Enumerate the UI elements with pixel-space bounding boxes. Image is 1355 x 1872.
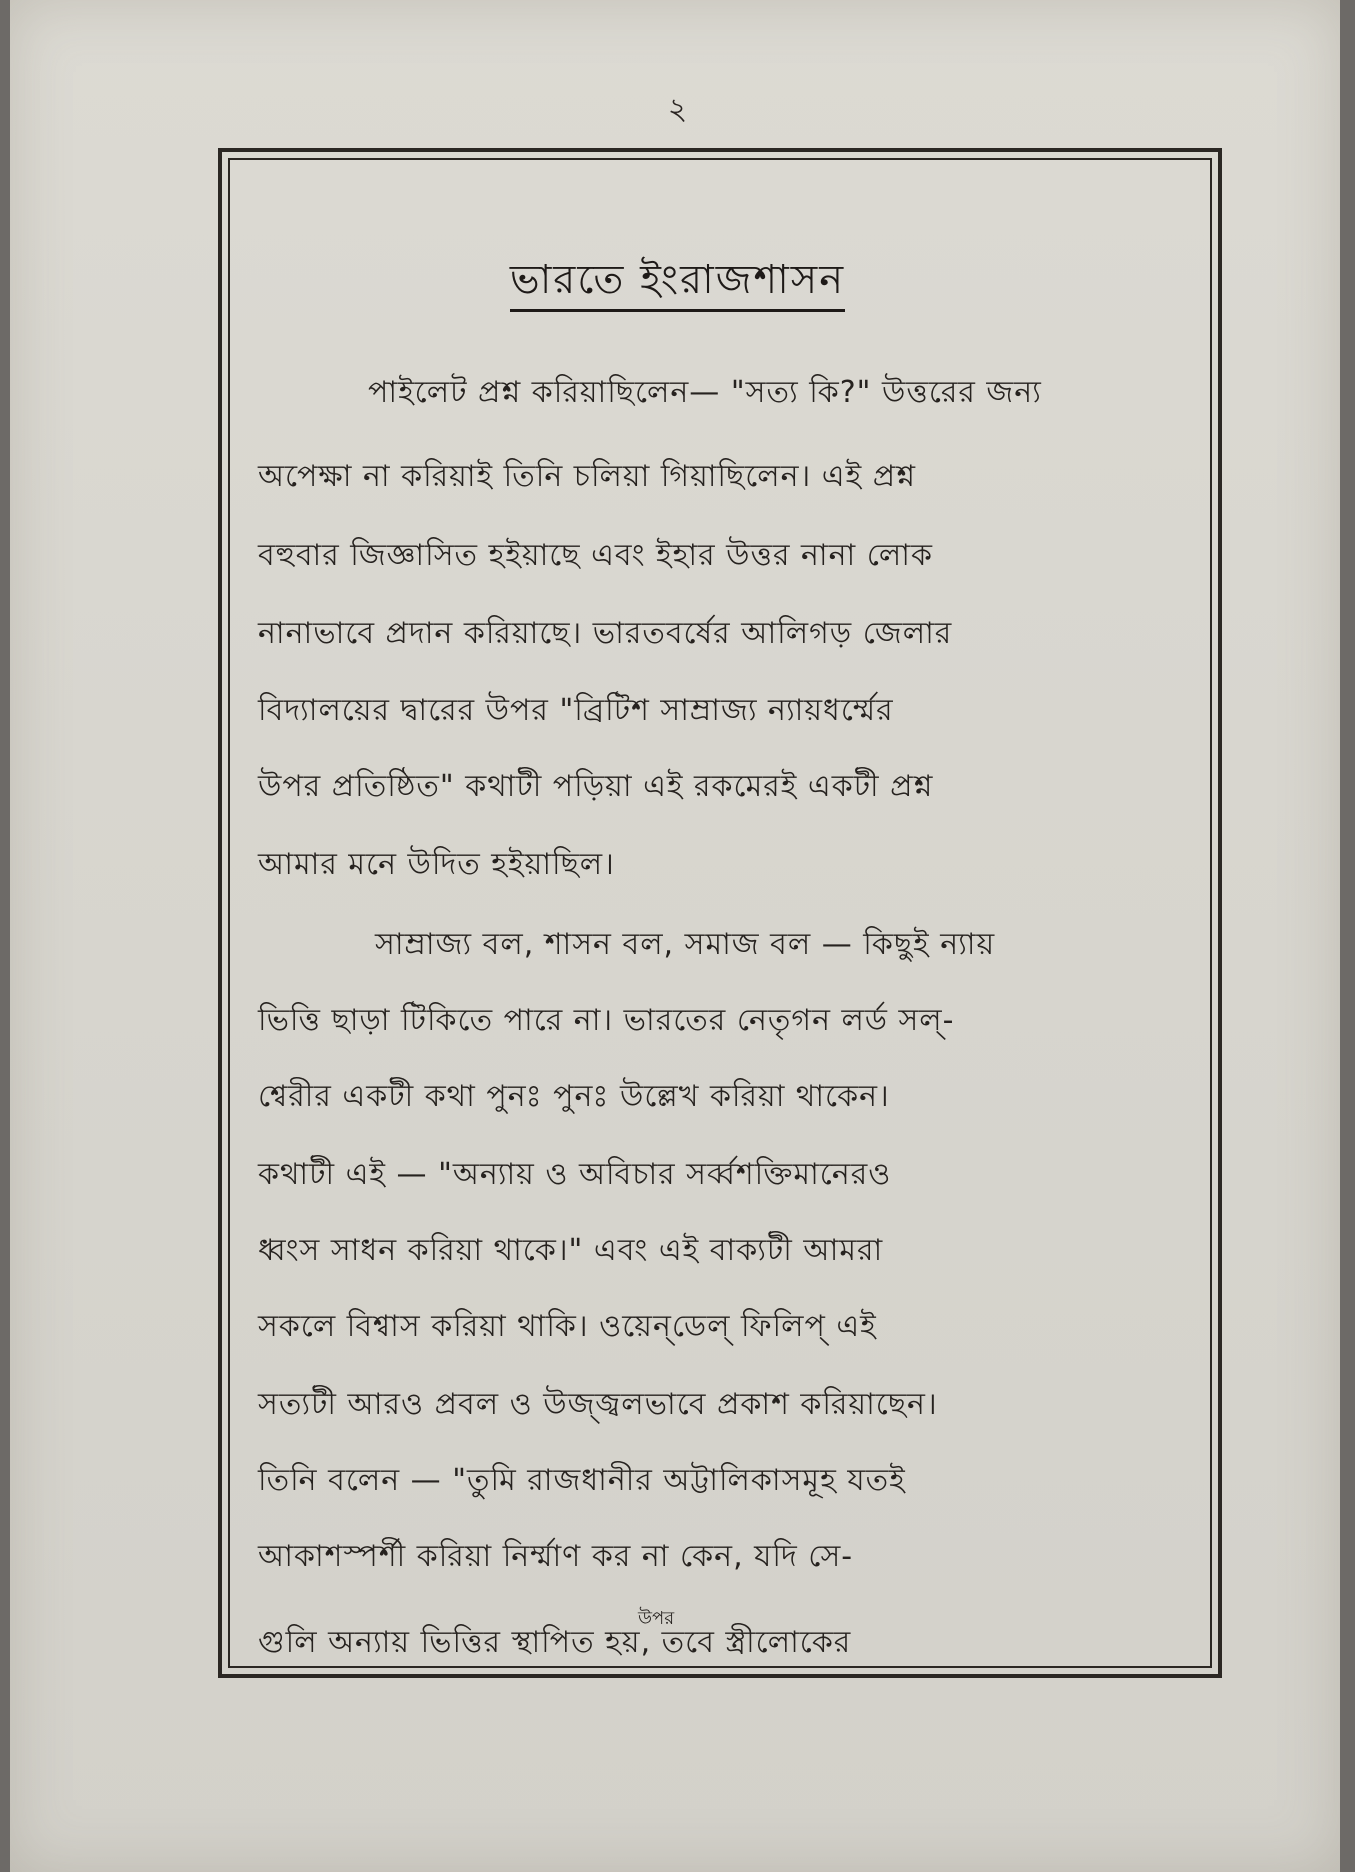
text-line-17: গুলি অন্যায় ভিত্তির স্থাপিত হয়, তবে স্ত্রীলোকের [258,1625,852,1660]
insertion-note: উপর [638,1608,675,1629]
text-line-8: সাম্রাজ্য বল, শাসন বল, সমাজ বল — কিছুই ন্যায় [375,927,996,962]
text-line-2: অপেক্ষা না করিয়াই তিনি চলিয়া গিয়াছিলেন। এই প্রশ্ন [258,459,917,494]
text-line-10: শ্বেরীর একটী কথা পুনঃ পুনঃ উল্লেখ করিয়া থাকেন। [258,1079,890,1114]
text-line-6: উপর প্রতিষ্ঠিত" কথাটী পড়িয়া এই রকমেরই একটী প্রশ্ন [258,769,934,804]
text-line-3: বহুবার জিজ্ঞাসিত হইয়াছে এবং ইহার উত্তর নানা লোক [258,538,933,573]
text-line-4: নানাভাবে প্রদান করিয়াছে। ভারতবর্ষের আলিগড় জেলার [258,616,953,651]
text-line-1: পাইলেট প্রশ্ন করিয়াছিলেন— "সত্য কি?" উত্তরের জন্য [368,375,1042,410]
text-line-9: ভিত্তি ছাড়া টিকিতে পারে না। ভারতের নেতৃগন লর্ড সল্‌- [258,1003,955,1038]
text-line-13: সকলে বিশ্বাস করিয়া থাকি। ওয়েন্‌ডেল্‌ ফিলিপ্‌ এই [258,1309,877,1344]
page-title [0,248,1355,315]
page-number: ২ [667,92,688,127]
text-line-11: কথাটী এই — "অন্যায় ও অবিচার সর্ব্বশক্তিমানেরও [258,1157,892,1192]
text-line-15: তিনি বলেন — "তুমি রাজধানীর অট্টালিকাসমূহ যতই [258,1463,906,1498]
page-title-text: ভারতে ইংরাজশাসন [510,257,845,312]
text-line-5: বিদ্যালয়ের দ্বারের উপর "ব্রিটিশ সাম্রাজ্য ন্যায়ধর্ম্মের [258,693,894,728]
text-line-14: সত্যটী আরও প্রবল ও উজ্জ্বলভাবে প্রকাশ করিয়াছেন। [258,1387,938,1422]
text-line-16: আকাশস্পর্শী করিয়া নির্ম্মাণ কর না কেন, যদি সে- [258,1539,854,1574]
text-line-7: আমার মনে উদিত হইয়াছিল। [258,847,615,882]
text-line-12: ধ্বংস সাধন করিয়া থাকে।" এবং এই বাক্যটী আমরা [258,1233,884,1268]
